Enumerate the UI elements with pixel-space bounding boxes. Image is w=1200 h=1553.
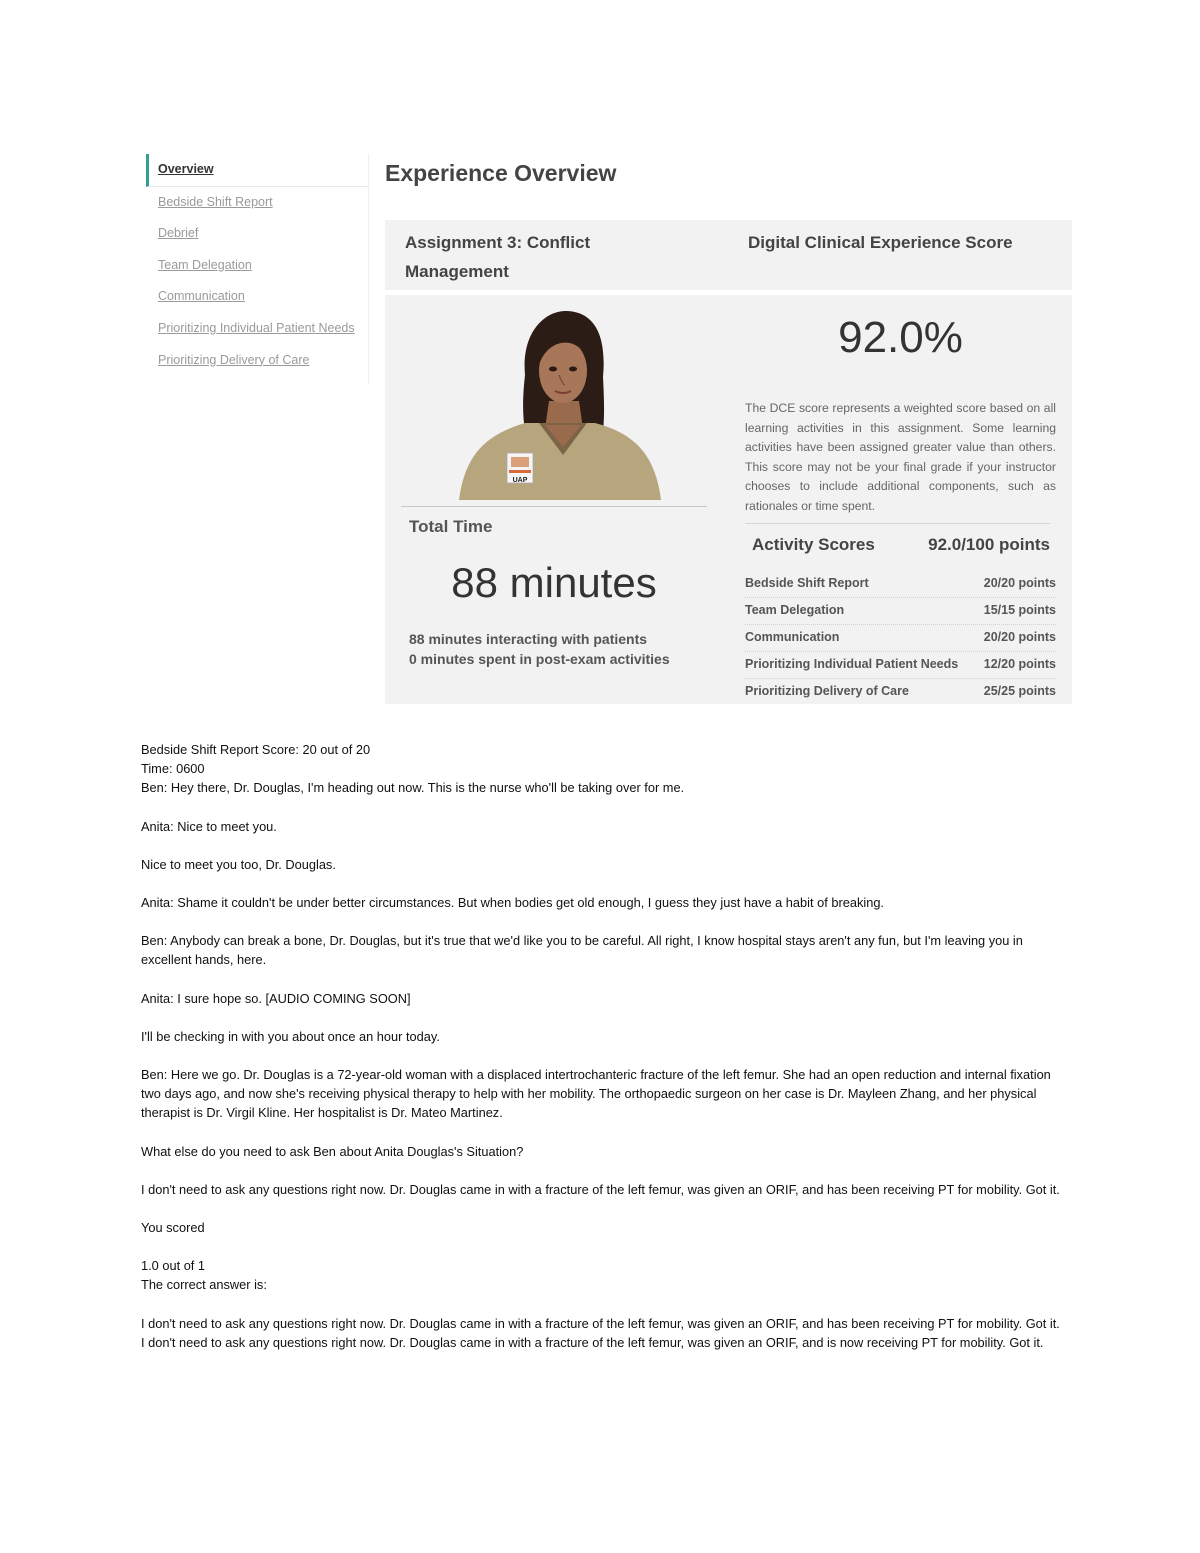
overview-panel-body xyxy=(385,295,1072,704)
total-time-divider xyxy=(401,506,707,507)
transcript-line: The correct answer is: xyxy=(141,1277,267,1293)
transcript-line: 1.0 out of 1 xyxy=(141,1258,206,1274)
nav-item-debrief[interactable]: Debrief xyxy=(158,226,199,241)
total-time-label: Total Time xyxy=(409,517,493,536)
nurse-avatar-image xyxy=(455,305,665,500)
activity-points: 12/20 points xyxy=(983,657,1056,671)
activity-points: 20/20 points xyxy=(983,576,1056,590)
nav-item-prioritizing-delivery-of-care[interactable]: Prioritizing Delivery of Care xyxy=(158,352,310,367)
page-title: Experience Overview xyxy=(385,160,617,186)
transcript-line: Ben: Here we go. Dr. Douglas is a 72-year-old woman with a displaced intertrochanteric fracture of the left femur. She had an open reduction and internal fixation two days ago, and now she's receiving physical therapy to help with her mobility. The orthopaedic surgeon on her case is Dr. Mayleen Zhang, and her physical therapist is Dr. Virgil Kline. Her hospitalist is Dr. Mateo Martinez. xyxy=(141,1067,1051,1121)
transcript-line: Ben: Hey there, Dr. Douglas, I'm heading out now. This is the nurse who'll be taking over for me. xyxy=(141,780,685,796)
dce-score-description: The DCE score represents a weighted score based on all learning activities in this assignment. Some learning activities have been assigned greater value than others. This score may not be your final grade if your instructor chooses to include additional components, such as rationales or time spent. xyxy=(745,401,1056,513)
nav-item-team-delegation[interactable]: Team Delegation xyxy=(158,257,252,272)
time-line-post-exam: 0 minutes spent in post-exam activities xyxy=(409,651,670,667)
activity-row xyxy=(745,651,1056,679)
dce-score-title: Digital Clinical Experience Score xyxy=(748,233,1013,252)
nav-item-communication[interactable]: Communication xyxy=(158,289,245,304)
activity-divider xyxy=(745,523,1050,524)
transcript-line: Anita: Shame it couldn't be under better circumstances. But when bodies get old enough, I guess they just have a habit of breaking. xyxy=(141,895,884,911)
transcript-line: Ben: Anybody can break a bone, Dr. Douglas, but it's true that we'd like you to be careful. All right, I know hospital stays aren't any fun, but I'm leaving you in excellent hands, here. xyxy=(141,933,1023,968)
transcript-line: Anita: Nice to meet you. xyxy=(141,818,277,834)
transcript-line: You scored xyxy=(141,1220,205,1236)
activity-name: Prioritizing Delivery of Care xyxy=(745,684,909,698)
nav-item-bedside-shift-report[interactable]: Bedside Shift Report xyxy=(158,194,273,209)
activity-name: Prioritizing Individual Patient Needs xyxy=(745,657,959,671)
nav-item-prioritizing-individual-patient-needs[interactable]: Prioritizing Individual Patient Needs xyxy=(158,320,355,335)
badge-label: UAP xyxy=(512,477,528,484)
activity-row xyxy=(745,678,1056,705)
assignment-title: Assignment 3: Conflict Management xyxy=(405,233,591,281)
activity-row xyxy=(745,570,1056,598)
transcript-line: What else do you need to ask Ben about Anita Douglas's Situation? xyxy=(141,1143,524,1159)
transcript-line: Bedside Shift Report Score: 20 out of 20 xyxy=(141,742,371,757)
transcript-line: Time: 0600 xyxy=(141,761,205,777)
sidebar-nav xyxy=(146,154,369,384)
nav-item-overview[interactable]: Overview xyxy=(146,154,368,187)
time-line-interacting: 88 minutes interacting with patients xyxy=(409,631,648,647)
dce-score-value: 92.0% xyxy=(838,313,963,362)
activity-scores-total: 92.0/100 points xyxy=(928,535,1050,554)
activity-name: Team Delegation xyxy=(745,603,845,617)
activity-name: Bedside Shift Report xyxy=(745,576,869,590)
activity-row xyxy=(745,624,1056,652)
activity-name: Communication xyxy=(745,630,840,644)
transcript-line: I don't need to ask any questions right now. Dr. Douglas came in with a fracture of the left femur, was given an ORIF, and has been receiving PT for mobility. Got it. xyxy=(141,1315,1060,1331)
transcript-line: Anita: I sure hope so. [AUDIO COMING SOON] xyxy=(141,990,411,1006)
activity-row xyxy=(745,597,1056,625)
transcript-line: Nice to meet you too, Dr. Douglas. xyxy=(141,856,336,872)
activity-points: 20/20 points xyxy=(983,630,1056,644)
activity-points: 25/25 points xyxy=(983,684,1056,698)
transcript-line: I'll be checking in with you about once an hour today. xyxy=(141,1028,440,1044)
transcript-line: I don't need to ask any questions right now. Dr. Douglas came in with a fracture of the left femur, was given an ORIF, and has been receiving PT for mobility. Got it. xyxy=(141,1181,1060,1197)
activity-scores-label: Activity Scores xyxy=(752,535,875,554)
transcript-line: I don't need to ask any questions right now. Dr. Douglas came in with a fracture of the left femur, was given an ORIF, and is now receiving PT for mobility. Got it. xyxy=(141,1334,1044,1350)
transcript xyxy=(141,740,1061,1352)
overview-panel-header xyxy=(385,220,1072,290)
activity-points: 15/15 points xyxy=(983,603,1056,617)
total-time-value: 88 minutes xyxy=(451,559,657,606)
